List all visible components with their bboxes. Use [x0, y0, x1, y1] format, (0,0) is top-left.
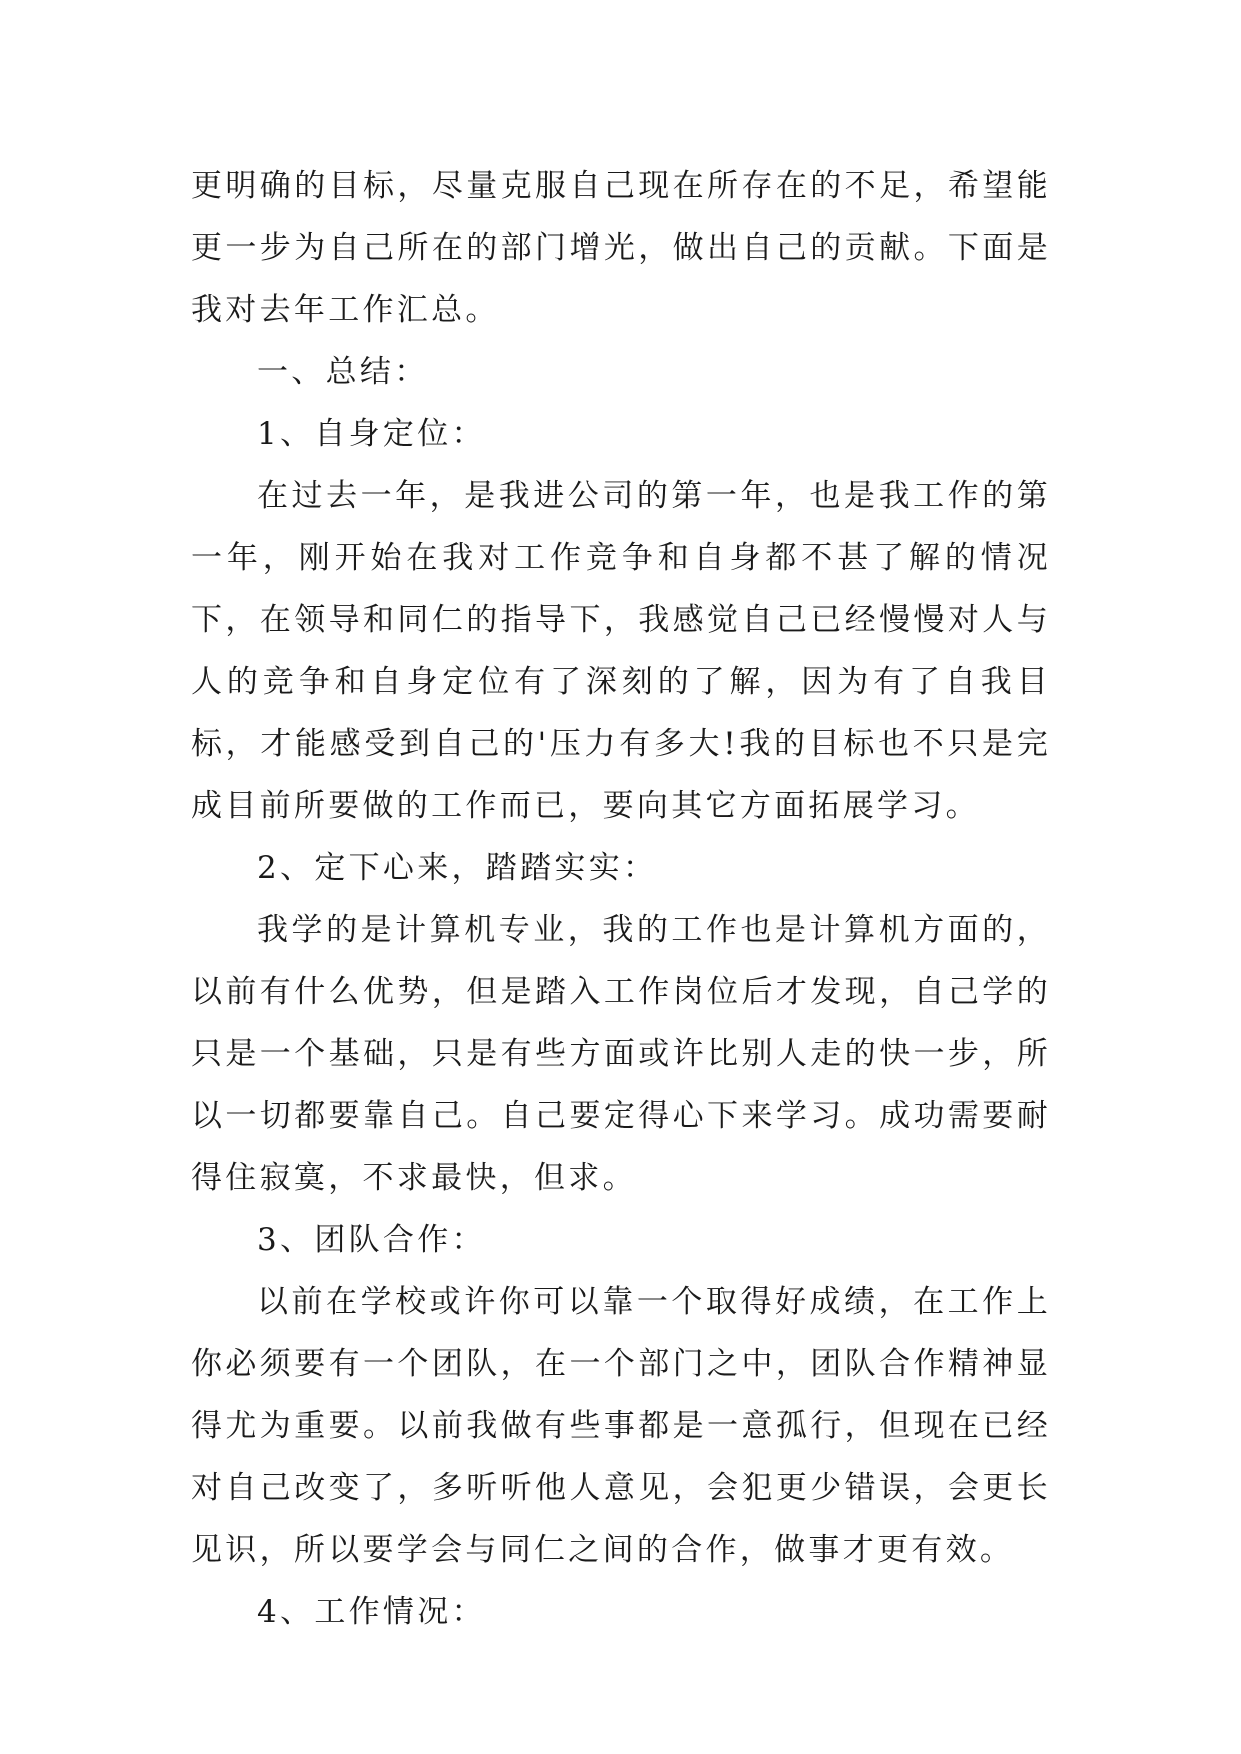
subheading-teamwork: 3、团队合作：: [257, 1222, 486, 1258]
paragraph-settle-down: 我学的是计算机专业，我的工作也是计算机方面的，以前有什么优势，但是踏入工作岗位后才发现，自己学的只是一个基础，只是有些方面或许比别人走的快一步，所以一切都要靠自己。自己要定得心下来学习。成功需要耐得住寂寞，不求最快，但求。: [191, 912, 1051, 1196]
subheading-settle-down: 2、定下心来，踏踏实实：: [257, 850, 658, 886]
heading-summary: 一、总结：: [257, 354, 429, 390]
paragraph-self-positioning: 在过去一年，是我进公司的第一年，也是我工作的第一年，刚开始在我对工作竞争和自身都不甚了解的情况下，在领导和同仁的指导下，我感觉自己已经慢慢对人与人的竞争和自身定位有了深刻的了解，因为有了自我目标，才能感受到自己的'压力有多大!我的目标也不只是完成目前所要做的工作而已，要向其它方面拓展学习。: [191, 478, 1051, 824]
subheading-work-status: 4、工作情况：: [257, 1594, 486, 1630]
paragraph-teamwork: 以前在学校或许你可以靠一个取得好成绩，在工作上你必须要有一个团队，在一个部门之中，团队合作精神显得尤为重要。以前我做有些事都是一意孤行，但现在已经对自己改变了，多听听他人意见，会犯更少错误，会更长见识，所以要学会与同仁之间的合作，做事才更有效。: [191, 1284, 1051, 1568]
subheading-self-positioning: 1、自身定位：: [257, 416, 486, 452]
document-body: [191, 155, 1051, 1643]
paragraph-goals-intro: 更明确的目标，尽量克服自己现在所存在的不足，希望能更一步为自己所在的部门增光，做出自己的贡献。下面是我对去年工作汇总。: [191, 168, 1051, 328]
